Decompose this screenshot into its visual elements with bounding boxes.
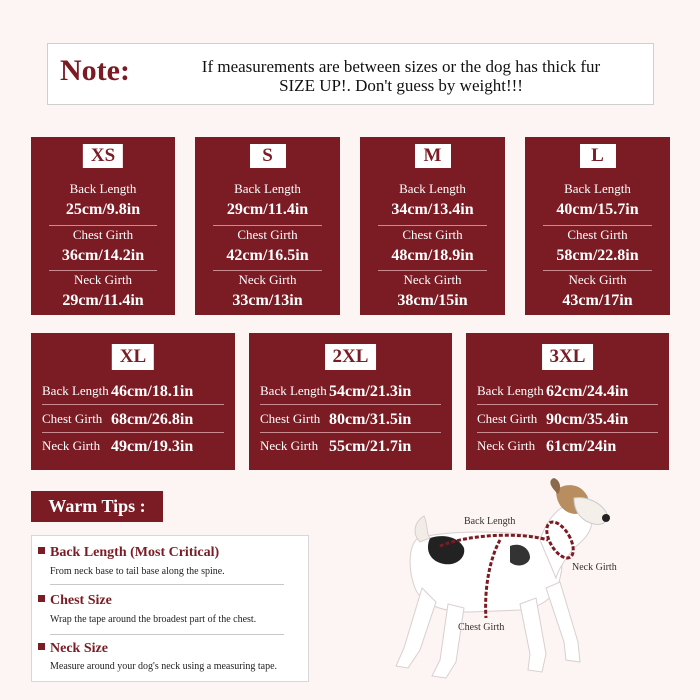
size-badge: M	[415, 144, 451, 168]
divider	[260, 432, 441, 433]
tip-heading-chest	[38, 593, 112, 609]
back-length-label: Back Length	[564, 181, 631, 196]
chest-girth-label: Chest Girth	[260, 411, 321, 426]
back-length-label: Back Length	[69, 181, 137, 196]
divider	[378, 225, 487, 226]
tip-desc-chest: Wrap the tape around the broadest part of the chest.	[50, 614, 257, 625]
divider	[543, 270, 652, 271]
neck-girth-value: 38cm/15in	[397, 292, 468, 309]
back-length-label: Back Length	[477, 383, 544, 398]
back-length-label: Back Length	[260, 383, 327, 398]
divider	[49, 225, 157, 226]
chest-girth-value: 90cm/35.4in	[546, 411, 629, 428]
neck-girth-label: Neck Girth	[42, 438, 101, 453]
bullet-icon	[38, 547, 45, 554]
chest-girth-label: Chest Girth	[237, 227, 298, 242]
back-length-label: Back Length	[234, 181, 301, 196]
tip-divider	[50, 584, 284, 585]
chest-girth-value: 68cm/26.8in	[111, 411, 194, 428]
chest-girth-value: 42cm/16.5in	[226, 247, 309, 264]
chest-girth-value: 36cm/14.2in	[61, 247, 145, 264]
chest-girth-label: Chest Girth	[72, 227, 134, 242]
back-length-value: 25cm/9.8in	[65, 201, 141, 218]
divider	[260, 404, 441, 405]
size-badge: 3XL	[542, 344, 594, 370]
chest-girth-label: Chest Girth	[477, 411, 538, 426]
size-card-xs	[31, 137, 175, 315]
tip-desc-back: From neck base to tail base along the spine.	[50, 566, 225, 577]
divider	[213, 225, 322, 226]
neck-girth-value: 61cm/24in	[546, 438, 617, 455]
note-banner	[47, 43, 654, 105]
size-card-m	[360, 137, 505, 315]
size-badge: 2XL	[325, 344, 377, 370]
back-length-label: Back Length	[42, 383, 109, 398]
chest-girth-label: Chest Girth	[402, 227, 463, 242]
note-label: Note:	[60, 54, 130, 87]
neck-girth-label: Neck Girth	[73, 272, 133, 287]
divider	[543, 225, 652, 226]
neck-girth-value: 29cm/11.4in	[62, 292, 144, 309]
divider	[378, 270, 487, 271]
back-length-value: 34cm/13.4in	[391, 201, 474, 218]
note-text	[166, 57, 636, 95]
size-card-s	[195, 137, 340, 315]
neck-girth-label: Neck Girth	[477, 438, 536, 453]
size-badge: L	[580, 144, 616, 168]
tip-heading-neck	[38, 641, 108, 657]
neck-girth-value: 55cm/21.7in	[329, 438, 412, 455]
tip-heading-text: Chest Size	[50, 593, 112, 608]
size-card-l	[525, 137, 670, 315]
size-card-2xl	[249, 333, 452, 470]
neck-girth-label: Neck Girth	[238, 272, 297, 287]
chest-girth-value: 80cm/31.5in	[329, 411, 412, 428]
back-length-value: 62cm/24.4in	[546, 383, 629, 400]
size-badge: XS	[83, 144, 123, 168]
divider	[477, 432, 658, 433]
tip-heading-text: Back Length (Most Critical)	[50, 545, 220, 560]
chest-girth-label: Chest Girth	[42, 411, 103, 426]
warm-tips-box	[31, 535, 309, 682]
neck-girth-label: Neck Girth	[403, 272, 462, 287]
diagram-chest-girth-label: Chest Girth	[458, 622, 505, 633]
neck-girth-label: Neck Girth	[568, 272, 627, 287]
back-length-value: 54cm/21.3in	[329, 383, 412, 400]
dog-measurement-diagram	[360, 478, 660, 690]
neck-girth-value: 33cm/13in	[232, 292, 303, 309]
neck-girth-value: 49cm/19.3in	[111, 438, 194, 455]
chest-girth-value: 58cm/22.8in	[556, 247, 639, 264]
dog-illustration-icon	[360, 478, 660, 690]
neck-girth-value: 43cm/17in	[562, 292, 633, 309]
back-length-value: 29cm/11.4in	[226, 201, 309, 218]
back-length-value: 40cm/15.7in	[556, 201, 639, 218]
note-line-1: If measurements are between sizes or the dog has thick fur	[201, 57, 601, 76]
size-card-xl	[31, 333, 235, 470]
size-badge: XL	[112, 344, 154, 370]
diagram-back-length-label: Back Length	[464, 516, 516, 527]
tip-heading-back	[38, 545, 219, 561]
tip-heading-text: Neck Size	[50, 641, 108, 656]
diagram-neck-girth-label: Neck Girth	[572, 562, 617, 573]
neck-girth-label: Neck Girth	[260, 438, 319, 453]
divider	[213, 270, 322, 271]
tip-divider	[50, 634, 284, 635]
note-line-2: SIZE UP!. Don't guess by weight!!!	[279, 76, 523, 95]
warm-tips-title: Warm Tips :	[31, 491, 163, 522]
chest-girth-value: 48cm/18.9in	[391, 247, 474, 264]
size-card-3xl	[466, 333, 669, 470]
back-length-label: Back Length	[399, 181, 466, 196]
size-badge: S	[250, 144, 286, 168]
bullet-icon	[38, 643, 45, 650]
divider	[42, 432, 224, 433]
chest-girth-label: Chest Girth	[567, 227, 628, 242]
back-length-value: 46cm/18.1in	[111, 383, 194, 400]
tip-desc-neck: Measure around your dog's neck using a measuring tape.	[50, 661, 278, 672]
divider	[42, 404, 224, 405]
bullet-icon	[38, 595, 45, 602]
divider	[477, 404, 658, 405]
divider	[49, 270, 157, 271]
